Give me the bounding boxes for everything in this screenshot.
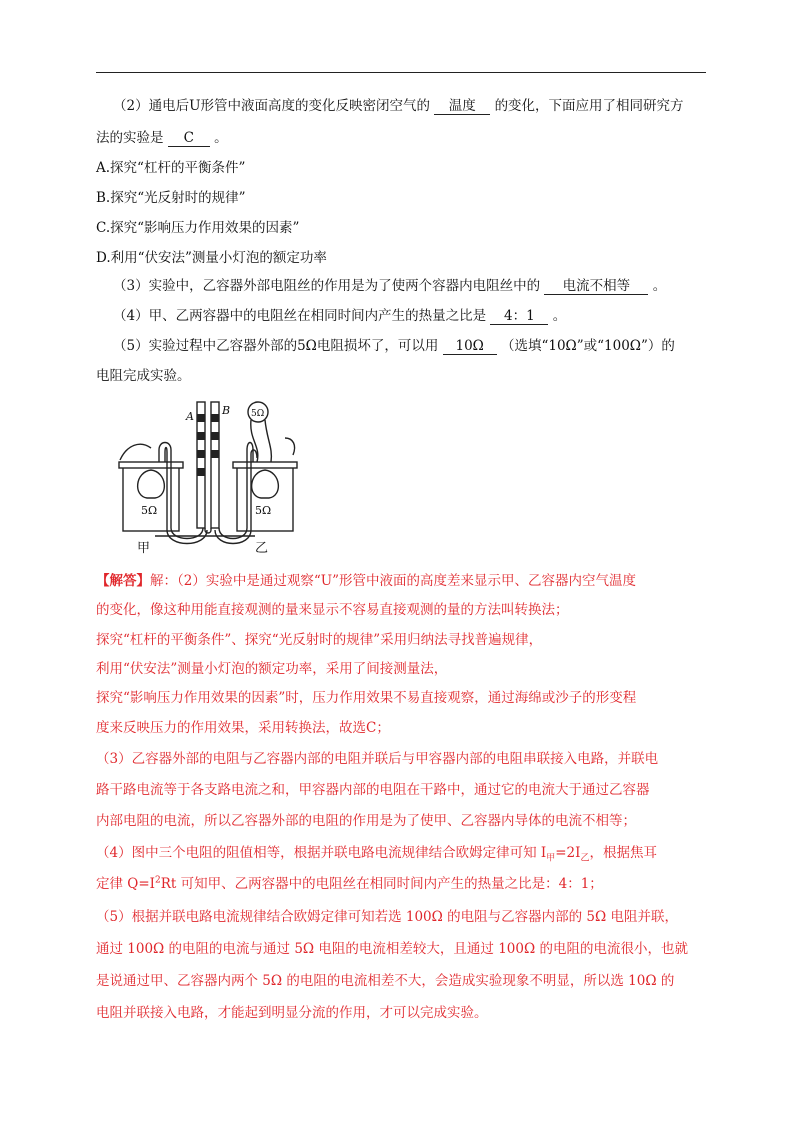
q4-text-1: （4）甲、乙两容器中的电阻丝在相同时间内产生的热量之比是 (113, 308, 487, 324)
answer-text-11b: Rt 可知甲、乙两容器中的电阻丝在相同时间内产生的热量之比是：4：1； (160, 876, 603, 892)
q5-answer: 10Ω (443, 338, 497, 355)
q4-text-2: 。 (552, 308, 567, 324)
option-c: C.探究“影响压力作用效果的因素” (96, 220, 300, 236)
label-jia: 甲 (137, 541, 151, 556)
scale-mark (211, 450, 219, 458)
u-tube-bottom (205, 528, 211, 533)
bulb-jia (138, 470, 165, 498)
top-resistor-lead-2 (265, 420, 271, 462)
scale-mark (197, 414, 205, 422)
option-a: A.探究“杠杆的平衡条件” (96, 160, 246, 176)
option-d: D.利用“伏安法”测量小灯泡的额定功率 (96, 250, 327, 266)
label-yi: 乙 (255, 541, 269, 556)
answer-line-6: 度来反映压力的作用效果，采用转换法，故选C； (96, 720, 390, 736)
scale-mark (197, 450, 205, 458)
lid-yi (233, 462, 297, 468)
answer-line-9: 内部电阻的电流，所以乙容器外部的电阻的作用是为了使甲、乙容器内导体的电流不相等； (96, 813, 636, 829)
scale-mark (197, 468, 205, 476)
q2-text-4: 。 (214, 130, 228, 146)
answer-line-2: 的变化，像这种用能直接观测的量来显示不容易直接观测的量的方法叫转换法； (96, 602, 569, 618)
q2-line-1 (113, 96, 684, 116)
answer-line-7: （3）乙容器外部的电阻与乙容器内部的电阻并联后与甲容器内部的电阻串联接入电路，并联电 (96, 751, 659, 767)
scale-mark (211, 432, 219, 440)
answer-line-11 (96, 874, 603, 894)
q5-text-1: （5）实验过程中乙容器外部的5Ω电阻损坏了，可以用 (113, 338, 439, 354)
lid-jia (119, 462, 183, 468)
q3-answer: 电流不相等 (544, 278, 648, 295)
label-r-top: 5Ω (251, 409, 265, 419)
answer-tag: 【解答】 (96, 573, 150, 589)
q2-text-1: （2）通电后U形管中液面高度的变化反映密闭空气的 (113, 98, 430, 114)
scale-mark (211, 414, 219, 422)
header-rule (96, 72, 706, 73)
answer-sub-jia: 甲 (546, 853, 556, 864)
q2-text-2: 的变化，下面应用了相同研究方 (494, 98, 684, 114)
answer-text-10b: =2I (555, 845, 581, 861)
label-r-left: 5Ω (141, 504, 158, 517)
option-b: B.探究“光反射时的规律” (96, 190, 246, 206)
label-r-right: 5Ω (255, 504, 272, 517)
q5-text-2: （选填“10Ω”或“100Ω”）的 (500, 338, 675, 354)
answer-line-8: 路干路电流等于各支路电流之和，甲容器内部的电阻在干路中，通过它的电流大于通过乙容器 (96, 782, 650, 798)
answer-line-10 (96, 843, 657, 863)
q2-answer-2: C (168, 130, 210, 147)
answer-line-12: （5）根据并联电路电流规律结合欧姆定律可知若选 100Ω 的电阻与乙容器内部的 5Ω 电阻并联， (96, 909, 678, 925)
answer-sub-yi: 乙 (580, 853, 590, 864)
q3-text-1: （3）实验中，乙容器外部电阻丝的作用是为了使两个容器内电阻丝中的 (113, 278, 541, 294)
answer-line-1 (96, 571, 636, 591)
answer-text-11a: 定律 Q=I (96, 876, 156, 892)
answer-line-5: 探究“影响压力作用效果的因素”时，压力作用效果不易直接观察，通过海绵或沙子的形变程 (96, 690, 637, 706)
experiment-figure (115, 400, 305, 558)
q2-line-2 (96, 128, 228, 148)
q3-line (113, 276, 666, 296)
scale-mark (197, 432, 205, 440)
answer-text-1: 解：（2）实验中是通过观察“U”形管中液面的高度差来显示甲、乙容器内空气温度 (150, 573, 637, 589)
tube-right (219, 443, 253, 539)
q4-line (113, 306, 566, 326)
answer-line-3: 探究“杠杆的平衡条件”、探究“光反射时的规律”采用归纳法寻找普遍规律， (96, 632, 543, 648)
q2-answer-1: 温度 (434, 98, 490, 115)
answer-text-10a: （4）图中三个电阻的阻值相等，根据并联电路电流规律结合欧姆定律可知 I (96, 845, 547, 861)
answer-line-13: 通过 100Ω 的电阻的电流与通过 5Ω 电阻的电流相差较大，且通过 100Ω 的电阻的电流很小，也就 (96, 941, 688, 957)
label-b: B (222, 404, 231, 417)
answer-sup-2: 2 (155, 875, 161, 886)
answer-line-14: 是说通过甲、乙容器内两个 5Ω 的电阻的电流相差不大，会造成实验现象不明显，所以选 10Ω 的 (96, 973, 675, 989)
answer-text-10c: ，根据焦耳 (589, 845, 657, 861)
answer-line-4: 利用“伏安法”测量小灯泡的额定功率，采用了间接测量法， (96, 661, 448, 677)
q4-answer: 4：1 (490, 308, 548, 325)
q3-text-2: 。 (652, 278, 667, 294)
answer-line-15: 电阻并联接入电路，才能起到明显分流的作用，才可以完成实验。 (96, 1005, 488, 1021)
q5-line-1 (113, 336, 675, 356)
bulb-yi (252, 470, 279, 498)
q2-text-3: 法的实验是 (96, 130, 164, 146)
q5-line-2: 电阻完成实验。 (96, 368, 191, 384)
left-wire (120, 444, 151, 460)
right-wire (285, 438, 295, 455)
label-a: A (186, 410, 194, 423)
